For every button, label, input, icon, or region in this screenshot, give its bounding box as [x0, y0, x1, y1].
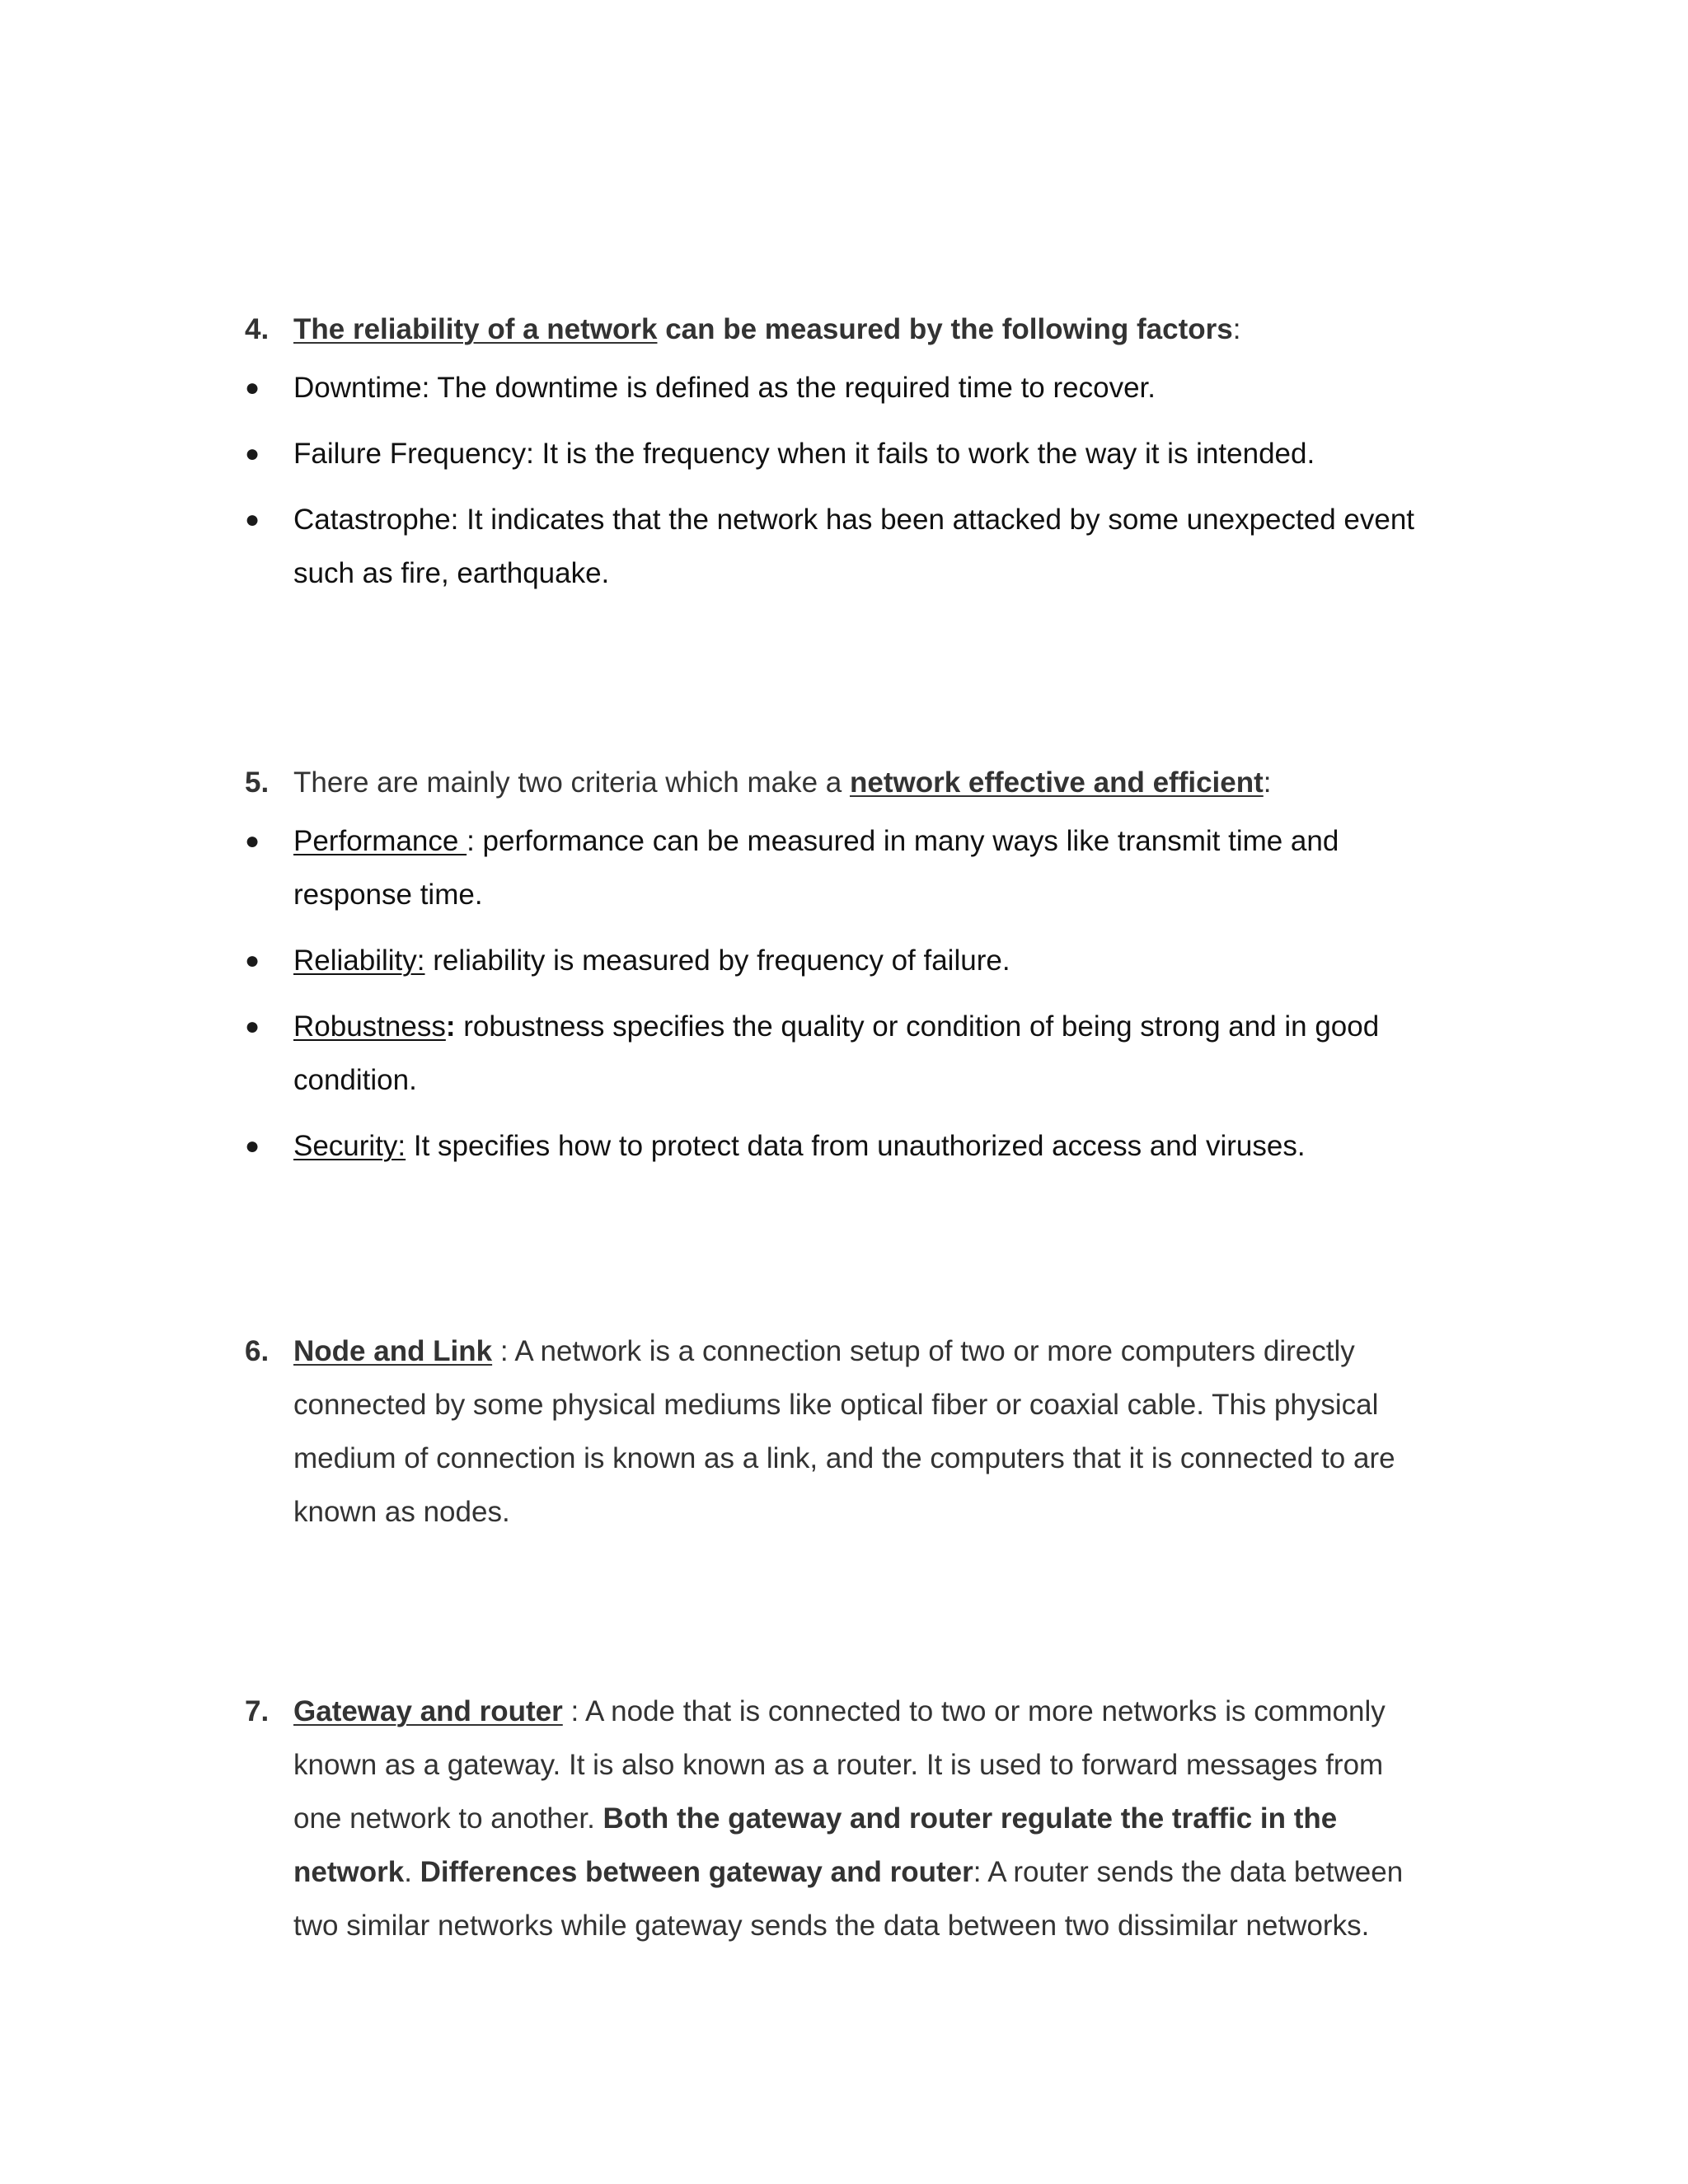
list-item-text: Downtime: The downtime is defined as the required time to recover.: [293, 372, 1156, 404]
bullet-icon: ●: [245, 374, 260, 401]
bullet-icon: ●: [245, 1013, 260, 1040]
list-number: 7.: [245, 1695, 270, 1727]
paragraph-bold-text: Both the gateway and router regulate the traffic in the: [603, 1802, 1338, 1835]
list-item-text: such as fire, earthquake.: [293, 557, 610, 589]
paragraph-text: medium of connection is known as a link, and the computers that it is connected to are: [293, 1442, 1395, 1474]
bullet-icon: ●: [245, 1132, 260, 1160]
list-item-text: response time.: [293, 879, 483, 911]
list-number: 5.: [245, 766, 270, 799]
paragraph-bold-text: Differences between gateway and router: [420, 1856, 973, 1888]
list-item-term: Performance: [293, 825, 467, 857]
list-item-term: Reliability:: [293, 944, 425, 977]
paragraph-text: known as a gateway. It is also known as a router. It is used to forward messages from: [293, 1749, 1384, 1781]
paragraph-text: two similar networks while gateway sends the data between two dissimilar networks.: [293, 1910, 1370, 1942]
list-item-text: : performance can be measured in many ways like transmit time and: [467, 825, 1339, 857]
paragraph-text: : A router sends the data between: [973, 1856, 1404, 1888]
heading-colon: :: [1263, 766, 1272, 799]
list-item-term: Robustness: [293, 1010, 446, 1043]
list-item-text: It specifies how to protect data from unauthorized access and viruses.: [406, 1130, 1306, 1162]
heading-term: The reliability of a network: [293, 313, 658, 345]
paragraph-text: .: [404, 1856, 420, 1888]
list-number: 4.: [245, 313, 270, 345]
bullet-icon: ●: [245, 506, 260, 533]
list-item-text: reliability is measured by frequency of failure.: [424, 944, 1010, 977]
list-item-colon: :: [445, 1010, 456, 1043]
heading-term: Node and Link: [293, 1335, 493, 1367]
paragraph-text: connected by some physical mediums like optical fiber or coaxial cable. This physical: [293, 1389, 1379, 1421]
list-item-text: condition.: [293, 1064, 417, 1096]
list-item-text: Catastrophe: It indicates that the network has been attacked by some unexpected event: [293, 504, 1415, 536]
paragraph-text: : A network is a connection setup of two or more computers directly: [492, 1335, 1355, 1367]
paragraph-text: one network to another.: [293, 1802, 603, 1835]
list-item-text: robustness specifies the quality or condition of being strong and in good: [455, 1010, 1380, 1043]
heading-colon: :: [1232, 313, 1241, 345]
heading-term: Gateway and router: [293, 1695, 563, 1727]
bullet-icon: ●: [245, 440, 260, 467]
list-item-term: Security:: [293, 1130, 406, 1162]
bullet-icon: ●: [245, 827, 260, 855]
heading-text: There are mainly two criteria which make a: [293, 766, 850, 799]
bullet-icon: ●: [245, 947, 260, 974]
list-item-text: Failure Frequency: It is the frequency when it fails to work the way it is intended.: [293, 438, 1315, 470]
list-number: 6.: [245, 1335, 270, 1367]
heading-text: can be measured by the following factors: [657, 313, 1233, 345]
heading-term: network effective and efficient: [849, 766, 1264, 799]
paragraph-text: known as nodes.: [293, 1496, 510, 1528]
paragraph-text: : A node that is connected to two or more networks is commonly: [562, 1695, 1386, 1727]
paragraph-bold-text: network: [293, 1856, 405, 1888]
